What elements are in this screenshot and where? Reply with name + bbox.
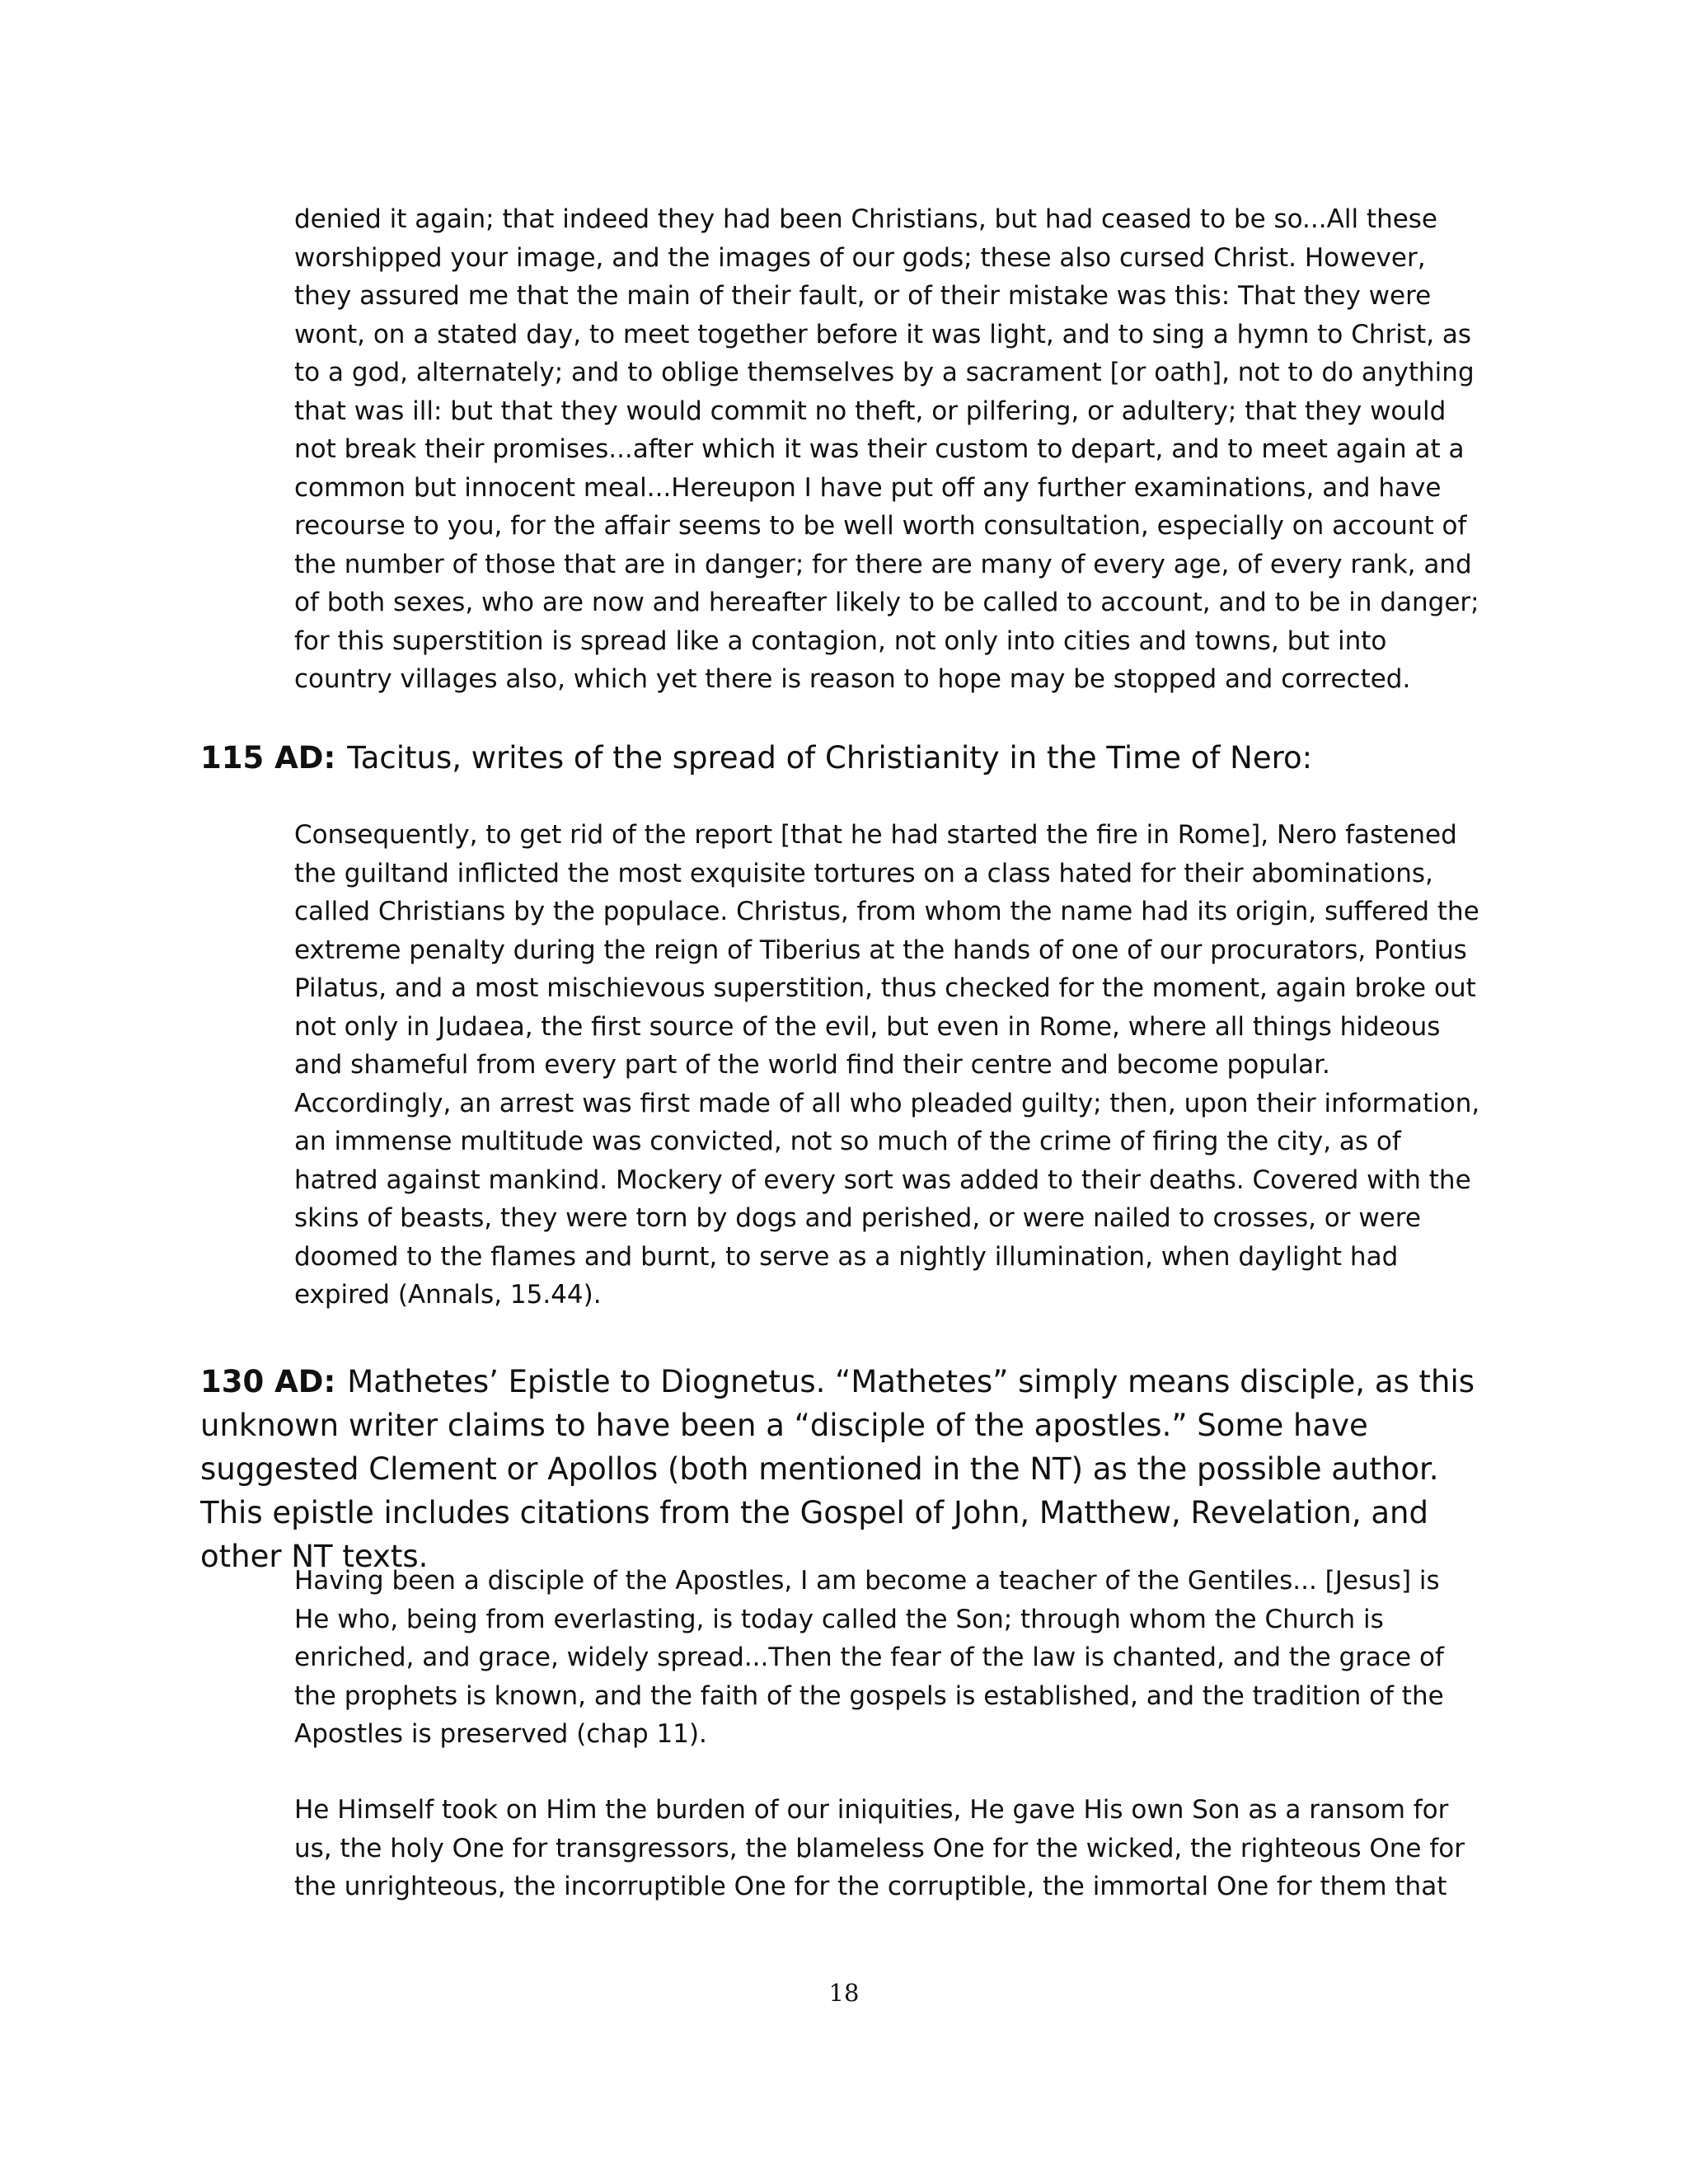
- entry-date: 130 AD:: [200, 1364, 336, 1399]
- entry-text: Mathetes’ Epistle to Diognetus. “Mathetes” simply means disciple, as this unknown writer claims to have been a “disciple of the apostles.” Some have suggested Clement or Apollos (both mentioned in the NT) as the possible author. This epistle includes citations from the Gospel of John, Matthew, Revelation, and other NT texts.: [200, 1364, 1475, 1574]
- entry-text: Tacitus, writes of the spread of Christianity in the Time of Nero:: [347, 740, 1313, 776]
- entry-date: 115 AD:: [200, 740, 336, 776]
- diognetus-quote-chap-11: Having been a disciple of the Apostles, I am become a teacher of the Gentiles... [Jesus] is He who, being from everlasting, is today called the Son; through whom the Church is enriched, and grace, widely spread...Then the fear of the law is chanted, and the grace of the prophets is known, and the faith of the gospels is established, and the tradition of the Apostles is preserved (chap 11).: [294, 1566, 1444, 1749]
- tacitus-annals-quote: Consequently, to get rid of the report [that he had started the fire in Rome], Nero fastened the guiltand inflicted the most exquisite tortures on a class hated for their abominations, called Christians by the populace. Christus, from whom the name had its origin, suffered the extreme penalty during the reign of Tiberius at the hands of one of our procurators, Pontius Pilatus, and a most mischievous superstition, thus checked for the moment, again broke out not only in Judaea, the first source of the evil, but even in Rome, where all things hideous and shameful from every part of the world find their centre and become popular. Accordingly, an arrest was first made of all who pleaded guilty; then, upon their information, an immense multitude was convicted, not so much of the crime of firing the city, as of hatred against mankind. Mockery of every sort was added to their deaths. Covered with the skins of beasts, they were torn by dogs and perished, or were nailed to crosses, or were doomed to the flames and burnt, to serve as a nightly illumination, when daylight had expired (Annals, 15.44).: [294, 820, 1480, 1310]
- entry-130-ad: [200, 1360, 1486, 1578]
- trajan-letter-quote: denied it again; that indeed they had been Christians, but had ceased to be so...All these worshipped your image, and the images of our gods; these also cursed Christ. However, they assured me that the main of their fault, or of their mistake was this: That they were wont, on a stated day, to meet together before it was light, and to sing a hymn to Christ, as to a god, alternately; and to oblige themselves by a sacrament [or oath], not to do anything that was ill: but that they would commit no theft, or pilfering, or adultery; that they would not break their promises...after which it was their custom to depart, and to meet again at a common but innocent meal...Hereupon I have put off any further examinations, and have recourse to you, for the affair seems to be well worth consultation, especially on account of the number of those that are in danger; for there are many of every age, of every rank, and of both sexes, who are now and hereafter likely to be called to account, and to be in danger; for this superstition is spread like a contagion, not only into cities and towns, but into country villages also, which yet there is reason to hope may be stopped and corrected.: [294, 204, 1479, 694]
- diognetus-quote-ransom: He Himself took on Him the burden of our iniquities, He gave His own Son as a ransom for us, the holy One for transgressors, the blameless One for the wicked, the righteous One for the unrighteous, the incorruptible One for the corruptible, the immortal One for them that: [294, 1795, 1465, 1901]
- entry-115-ad: [200, 736, 1486, 780]
- page-number: 18: [828, 1979, 860, 2007]
